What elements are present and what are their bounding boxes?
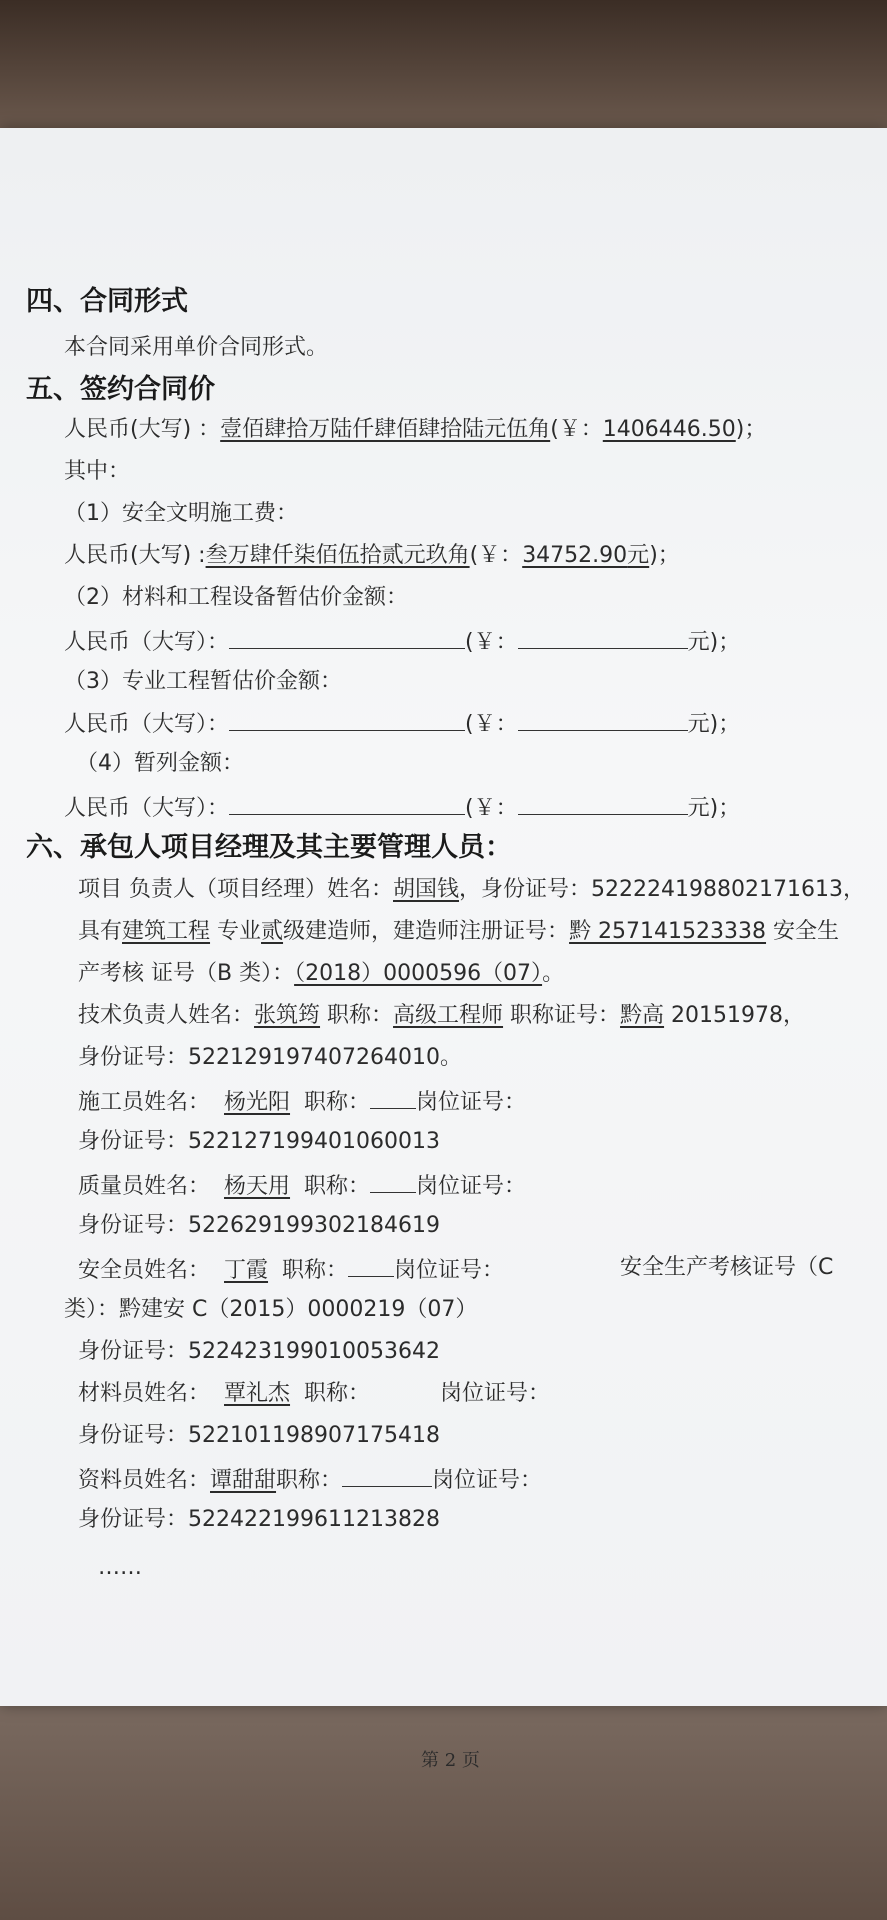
contract-price-line: [64, 416, 766, 444]
total-amount: 1406446.50: [602, 417, 736, 442]
safety-id: 身份证号：522423199010053642: [78, 1339, 440, 1364]
item1-amount-line: [64, 542, 680, 570]
tech-title: 高级工程师: [393, 1003, 504, 1028]
blank-amount: [518, 792, 688, 815]
text: 质量员姓名：: [78, 1174, 211, 1199]
pm-major: 建筑工程: [122, 919, 211, 944]
yuan-close: 元)；: [687, 630, 741, 655]
quality-line: [78, 1170, 526, 1201]
text: 。: [542, 961, 565, 986]
blank-amount: [518, 708, 688, 731]
pm-label: 项目 负责人（项目经理）姓名：: [78, 877, 393, 902]
background-bottom: [0, 1700, 887, 1920]
text: 职称：: [282, 1258, 349, 1283]
item3-label: （3）专业工程暂估价金额：: [64, 669, 342, 694]
pm-name: 胡国钱: [393, 877, 460, 902]
pm-id: ，身份证号：522224198802171613，: [459, 877, 865, 902]
constructor-id: 身份证号：522127199401060013: [78, 1129, 440, 1154]
yuan-close: 元)；: [687, 712, 741, 737]
pm-line-3: [78, 960, 564, 988]
blank-words: [229, 708, 465, 731]
blank: [342, 1464, 432, 1487]
text: 具有: [78, 919, 123, 944]
rmb-label: 人民币（大写）：: [64, 712, 230, 737]
yen-open: (￥：: [465, 630, 518, 655]
text: 20151978，: [664, 1003, 806, 1028]
pm-safety-cert: （2018）0000596（07）: [294, 961, 543, 986]
safety-cert-label: 安全生产考核证号（C: [620, 1255, 834, 1280]
tech-name: 张筑筠: [254, 1003, 321, 1028]
material-name: 覃礼杰: [224, 1381, 291, 1406]
text: 岗位证号：: [394, 1258, 505, 1283]
rmb-label: 人民币(大写) :: [64, 543, 206, 568]
item2-label: （2）材料和工程设备暂估价金额：: [64, 585, 408, 610]
text: 施工员姓名：: [78, 1090, 211, 1115]
section4-body: 本合同采用单价合同形式。: [64, 335, 329, 360]
rmb-label: 人民币（大写）：: [64, 630, 230, 655]
section4-title: 四、合同形式: [26, 286, 188, 317]
data-clerk-line: [78, 1464, 542, 1495]
text: 级建造师，建造师注册证号：: [283, 919, 570, 944]
blank: [348, 1254, 394, 1277]
rmb-label: 人民币(大写) ：: [64, 417, 221, 442]
section5-title: 五、签约合同价: [26, 374, 215, 405]
close: )；: [735, 417, 767, 442]
yuan-close: 元)；: [687, 796, 741, 821]
background-top: [0, 0, 887, 140]
text: 岗位证号：: [416, 1174, 527, 1199]
text: 产考核 证号（B 类）：: [78, 961, 295, 986]
text: 职称：: [276, 1468, 343, 1493]
text: 职称证号：: [503, 1003, 621, 1028]
text: 岗位证号：: [432, 1468, 543, 1493]
pm-line-2: [78, 918, 839, 946]
quality-id: 身份证号：522629199302184619: [78, 1213, 440, 1238]
text: 职称：: [320, 1003, 394, 1028]
safety-name: 丁霞: [224, 1258, 269, 1283]
text: 职称：: [304, 1381, 371, 1406]
document-page: [0, 128, 887, 1771]
item1-amount: 34752.90: [522, 543, 628, 568]
blank-words: [229, 792, 465, 815]
item1-label: （1）安全文明施工费：: [64, 501, 298, 526]
material-id: 身份证号：522101198907175418: [78, 1423, 440, 1448]
item4-amount-line: [64, 792, 740, 823]
blank-amount: [518, 626, 688, 649]
text: 安全生: [766, 919, 840, 944]
yen-open: (￥：: [550, 417, 603, 442]
constructor-line: [78, 1086, 526, 1117]
page-number: 第 2 页: [421, 1750, 480, 1771]
blank: [370, 1170, 416, 1193]
safety-line: [78, 1254, 504, 1285]
text: 材料员姓名：: [78, 1381, 211, 1406]
data-clerk-id: 身份证号：522422199611213828: [78, 1507, 440, 1532]
text: 岗位证号：: [416, 1090, 527, 1115]
among-label: 其中：: [64, 459, 131, 484]
text: 安全员姓名：: [78, 1258, 211, 1283]
constructor-name: 杨光阳: [224, 1090, 291, 1115]
rmb-label: 人民币（大写）：: [64, 796, 230, 821]
pm-line-1: [78, 876, 865, 904]
item1-unit: 元: [627, 543, 650, 568]
material-line: [78, 1380, 550, 1408]
close: )；: [649, 543, 680, 568]
total-words: 壹佰肆拾万陆仟肆佰肆拾陆元伍角: [220, 417, 551, 442]
item1-words: 叁万肆仟柒佰伍拾贰元玖角: [205, 543, 470, 568]
blank-words: [229, 626, 465, 649]
yen-open: (￥：: [465, 712, 518, 737]
tech-id: 身份证号：522129197407264010。: [78, 1045, 462, 1070]
quality-name: 杨天用: [224, 1174, 291, 1199]
tech-cert: 黔高: [620, 1003, 665, 1028]
text: 专业: [210, 919, 262, 944]
item2-amount-line: [64, 626, 740, 657]
safety-cert: 类）：黔建安 C（2015）0000219（07）: [64, 1297, 478, 1322]
ellipsis: ……: [98, 1555, 142, 1580]
yen-open: (￥：: [469, 543, 523, 568]
tech-line: [78, 1002, 805, 1030]
text: 岗位证号：: [440, 1381, 551, 1406]
text: 职称：: [304, 1090, 371, 1115]
section6-title: 六、承包人项目经理及其主要管理人员：: [26, 832, 512, 863]
text: 资料员姓名：: [78, 1468, 211, 1493]
item3-amount-line: [64, 708, 740, 739]
blank: [370, 1086, 416, 1109]
data-clerk-name: 谭甜甜: [210, 1468, 277, 1493]
item4-label: （4）暂列金额：: [76, 751, 244, 776]
pm-reg-no: 黔 257141523338: [569, 919, 767, 944]
text: 技术负责人姓名：: [78, 1003, 255, 1028]
yen-open: (￥：: [465, 796, 518, 821]
text: 职称：: [304, 1174, 371, 1199]
pm-grade: 贰: [261, 919, 284, 944]
